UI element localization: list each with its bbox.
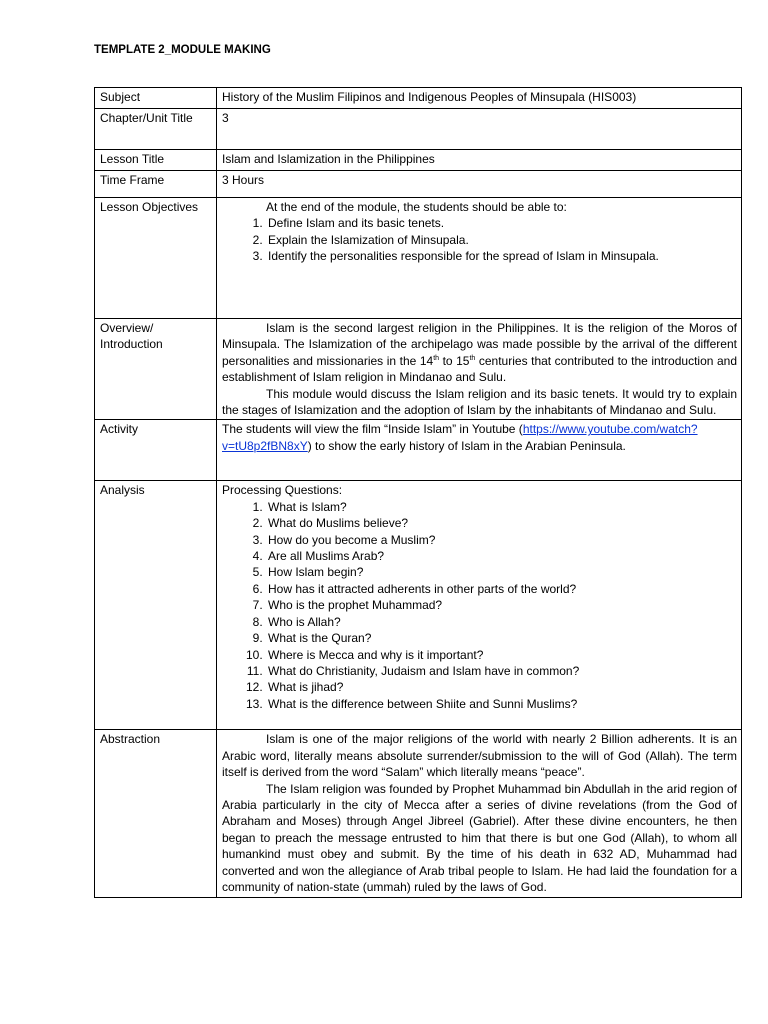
question-item: 2. What do Muslims believe? bbox=[266, 515, 737, 531]
objectives-intro: At the end of the module, the students should be able to: bbox=[266, 200, 567, 214]
subject-value: History of the Muslim Filipinos and Indigenous Peoples of Minsupala (HIS003) bbox=[217, 88, 742, 109]
objective-item: 2. Explain the Islamization of Minsupala. bbox=[266, 232, 737, 248]
youtube-link[interactable]: https://www.youtube.com/watch?v=tU8p2fBN8xY bbox=[222, 422, 698, 453]
row-lesson bbox=[95, 150, 742, 171]
question-item: 12. What is jihad? bbox=[266, 679, 737, 695]
document-header: TEMPLATE 2_MODULE MAKING bbox=[94, 44, 271, 56]
question-item: 6. How has it attracted adherents in other parts of the world? bbox=[266, 581, 737, 597]
time-frame-value: 3 Hours bbox=[217, 171, 742, 198]
module-table bbox=[94, 87, 742, 898]
overview-label-line1: Overview/ bbox=[100, 321, 154, 335]
analysis-heading: Processing Questions: bbox=[222, 483, 343, 498]
overview-label-line2: Introduction bbox=[100, 337, 163, 352]
chapter-value: 3 bbox=[217, 109, 742, 150]
lesson-label: Lesson Title bbox=[95, 150, 217, 171]
question-item: 4. Are all Muslims Arab? bbox=[266, 548, 737, 564]
overview-text: Islam is the second largest religion in the Philippines. It is the religion of the Moros of Minsupala. The Islamization of the archipelago was made possible by the arrival of the different personalities and missionaries in the 14 bbox=[222, 321, 737, 368]
question-item: 3. How do you become a Muslim? bbox=[266, 532, 737, 548]
overview-label bbox=[95, 319, 217, 420]
overview-paragraph-1 bbox=[222, 320, 737, 386]
questions-list bbox=[222, 499, 737, 712]
row-time-frame bbox=[95, 171, 742, 198]
activity-text: The students will view the film “Inside Islam” in Youtube ( bbox=[222, 422, 523, 437]
question-item: 5. How Islam begin? bbox=[266, 564, 737, 580]
chapter-label: Chapter/Unit Title bbox=[95, 109, 217, 150]
overview-cell bbox=[217, 319, 742, 420]
question-item: 7. Who is the prophet Muhammad? bbox=[266, 597, 737, 613]
question-item: 13. What is the difference between Shiite and Sunni Muslims? bbox=[266, 696, 737, 712]
lesson-value: Islam and Islamization in the Philippines bbox=[217, 150, 742, 171]
overview-paragraph-2: This module would discuss the Islam religion and its basic tenets. It would try to explain the stages of Islamization and the adoption of Islam by the inhabitants of Mindanao and Sulu. bbox=[222, 386, 737, 418]
row-overview bbox=[95, 319, 742, 420]
activity-cell bbox=[217, 420, 742, 481]
row-abstraction bbox=[95, 730, 742, 897]
row-activity bbox=[95, 420, 742, 481]
abstraction-cell bbox=[217, 730, 742, 897]
row-analysis bbox=[95, 481, 742, 730]
row-objectives bbox=[95, 198, 742, 319]
abstraction-paragraph-1: Islam is one of the major religions of the world with nearly 2 Billion adherents. It is an Arabic word, literally means absolute surrender/submission to the will of God (Allah). The term itself is derived from the word “Salam” which literally means “peace”. bbox=[222, 732, 737, 780]
superscript: th bbox=[433, 354, 440, 362]
time-frame-label: Time Frame bbox=[95, 171, 217, 198]
question-item: 8. Who is Allah? bbox=[266, 614, 737, 630]
subject-label: Subject bbox=[95, 88, 217, 109]
question-item: 10. Where is Mecca and why is it important? bbox=[266, 647, 737, 663]
row-chapter bbox=[95, 109, 742, 150]
abstraction-paragraph-2: The Islam religion was founded by Prophet Muhammad bin Abdullah in the arid region of Arabia particularly in the city of Mecca after a series of divine revelations (from the God of Abraham and Moses) through Angel Jibreel (Gabriel). After these divine encounters, he then began to preach the message entrusted to him that there is but one God (Allah), to whom all humankind must obey and submit. By the time of his death in 632 AD, Muhammad had converted and won the allegiance of Arab tribal people to Islam. He had laid the foundation for a community of nation-state (ummah) ruled by the laws of God. bbox=[222, 781, 737, 895]
abstraction-label: Abstraction bbox=[95, 730, 217, 897]
row-subject bbox=[95, 88, 742, 109]
objectives-list bbox=[222, 215, 737, 264]
question-item: 9. What is the Quran? bbox=[266, 630, 737, 646]
objective-item: 1. Define Islam and its basic tenets. bbox=[266, 215, 737, 231]
analysis-cell bbox=[217, 481, 742, 730]
activity-text: ) to show the early history of Islam in the Arabian Peninsula. bbox=[307, 438, 626, 453]
overview-text: centuries that contributed to the introduction and establishment of Islam religion in Mindanao and Sulu. bbox=[222, 353, 737, 385]
analysis-label: Analysis bbox=[95, 481, 217, 730]
question-item: 11. What do Christianity, Judaism and Islam have in common? bbox=[266, 663, 737, 679]
superscript: th bbox=[469, 354, 476, 362]
overview-text: to 15 bbox=[439, 353, 470, 368]
question-item: 1. What is Islam? bbox=[266, 499, 737, 515]
objectives-label: Lesson Objectives bbox=[95, 198, 217, 319]
activity-label: Activity bbox=[95, 420, 217, 481]
objectives-cell bbox=[217, 198, 742, 319]
objective-item: 3. Identify the personalities responsible for the spread of Islam in Minsupala. bbox=[266, 248, 737, 264]
